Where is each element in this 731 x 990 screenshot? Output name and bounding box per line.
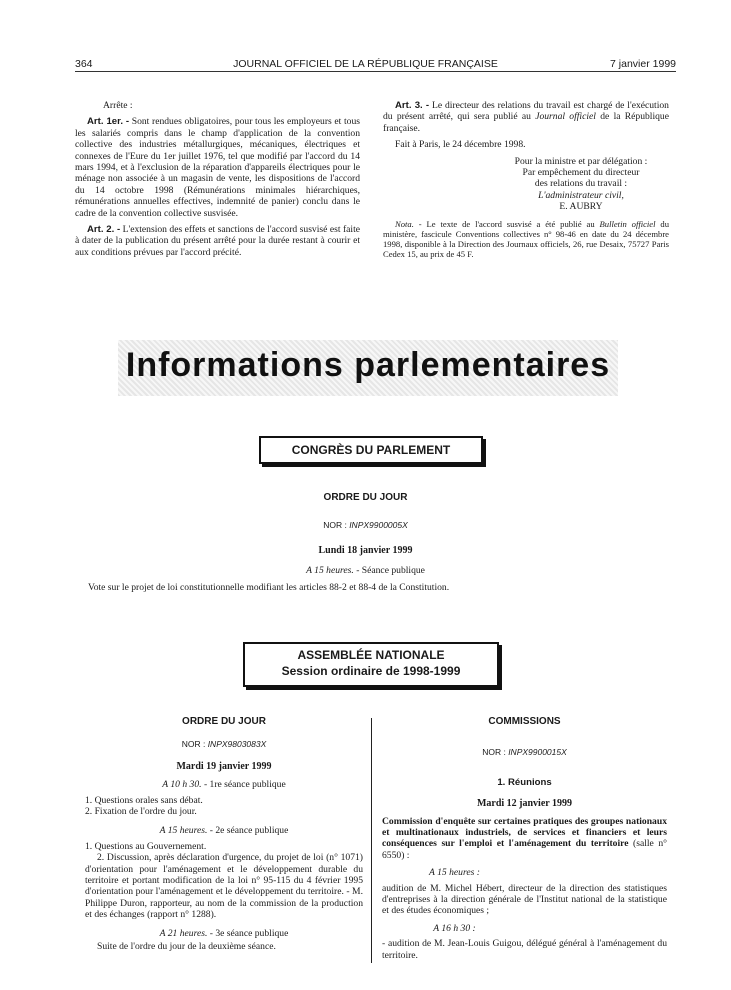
congres-seance bbox=[0, 565, 731, 576]
art2-text: L'extension des effets et sanctions de l'accord susvisé est faite à dater de la publication du présent arrêté pour la durée restant à courir et aux conditions prévues par l'accord précité. bbox=[75, 224, 360, 258]
decree-left-column bbox=[75, 100, 360, 263]
t1-text: audition de M. Michel Hébert, directeur de la direction des statistiques d'entreprises à la direction générale de l'Institut national de la statistique et des études économiques ; bbox=[382, 882, 667, 917]
article-3 bbox=[383, 100, 669, 134]
s3-text: - 3e séance publique bbox=[209, 927, 289, 939]
signature-line-3: des relations du travail : bbox=[534, 178, 628, 190]
s3-time: A 21 heures. bbox=[159, 927, 208, 939]
congres-frame: CONGRÈS DU PARLEMENT bbox=[259, 436, 483, 464]
page-number: 364 bbox=[75, 58, 93, 70]
congres-vote: Vote sur le projet de loi constitutionnelle modifiant les articles 88-2 et 88-4 de la Constitution. bbox=[88, 582, 450, 593]
left-date: Mardi 19 janvier 1999 bbox=[176, 760, 272, 772]
commissions-title: COMMISSIONS bbox=[488, 716, 561, 727]
decree-right-column bbox=[383, 100, 669, 264]
nota-label: Nota. - bbox=[395, 218, 422, 229]
s2-heading bbox=[85, 825, 363, 836]
t2-text: - audition de M. Jean-Louis Guigou, délégué général à l'aménagement du territoire. bbox=[382, 938, 667, 961]
nota-bulletin: Bulletin officiel bbox=[599, 218, 656, 229]
right-nor-code: INPX9900015X bbox=[508, 747, 567, 758]
left-ordre-title: ORDRE DU JOUR bbox=[182, 716, 266, 727]
banner-title: Informations parlementaires bbox=[125, 346, 611, 384]
art2-label: Art. 2. - bbox=[87, 224, 121, 236]
column-divider bbox=[371, 718, 372, 963]
assemblee-frame bbox=[243, 642, 499, 687]
assemblee-right-column bbox=[382, 716, 667, 961]
s3-item: Suite de l'ordre du jour de la deuxième séance. bbox=[97, 941, 276, 953]
congres-seance-time: A 15 heures. bbox=[306, 565, 354, 576]
s1-item-1: 1. Questions orales sans débat. bbox=[85, 794, 203, 806]
s2-time: A 15 heures. bbox=[159, 825, 208, 837]
right-nor bbox=[382, 747, 667, 758]
commission-name: Commission d'enquête sur certaines pratiques des groupes nationaux et multinationaux industriels, de services et financiers et leurs conséquences sur l'emploi et l'aménagement du territoire bbox=[382, 815, 667, 850]
nota-text-1: Le texte de l'accord susvisé a été publié au bbox=[426, 218, 595, 229]
congres-nor-label: NOR : bbox=[323, 520, 347, 530]
s2-item-2: 2. Discussion, après déclaration d'urgence, du projet de loi (n° 1071) d'orientation pour l'aménagement et le développement durable du territoire et portant modification de la loi n° 95-115 du 4 février 1995 d'orientation pour l'aménagement et le développement du territoire. - M. Philippe Duron, rapporteur, au nom de la commission de la production et des échanges (rapport n° 1288). bbox=[85, 852, 363, 921]
art3-text-1: Le directeur des relations du travail est chargé de l'exécution du présent arrêté, qui sera publié au bbox=[383, 100, 669, 123]
header-date: 7 janvier 1999 bbox=[610, 58, 676, 70]
art3-label: Art. 3. - bbox=[395, 100, 430, 111]
commission-salle: (salle n° 6550) : bbox=[382, 838, 667, 861]
assemblee-session: Session ordinaire de 1998-1999 bbox=[281, 664, 461, 678]
left-nor bbox=[85, 739, 363, 750]
article-1 bbox=[75, 116, 360, 219]
t2-time: A 16 h 30 : bbox=[433, 922, 476, 934]
right-date: Mardi 12 janvier 1999 bbox=[476, 798, 573, 810]
art3-text-2: de la République française. bbox=[383, 111, 669, 134]
signature-line-2: Par empêchement du directeur bbox=[522, 167, 640, 179]
journal-title: JOURNAL OFFICIEL DE LA RÉPUBLIQUE FRANÇAISE bbox=[233, 58, 498, 70]
header-rule bbox=[75, 71, 676, 72]
art1-label: Art. 1er. - bbox=[87, 116, 130, 128]
congres-seance-text: - Séance publique bbox=[356, 565, 425, 576]
reunions-section: 1. Réunions bbox=[497, 776, 552, 788]
art3-journal: Journal officiel bbox=[535, 111, 596, 123]
congres-nor-code: INPX9900005X bbox=[349, 520, 408, 530]
s3-heading bbox=[85, 928, 363, 939]
signature-block bbox=[493, 156, 669, 213]
nota-text-2: du ministère, fascicule Conventions collectives n° 98-46 en date du 24 décembre 1998, disponible à la Direction des Journaux officiels, 26, rue Desaix, 75727 Paris Cedex 15, au prix de 45 F. bbox=[383, 218, 670, 260]
nota bbox=[383, 219, 669, 260]
fait-line: Fait à Paris, le 24 décembre 1998. bbox=[395, 139, 526, 151]
s1-heading bbox=[85, 779, 363, 790]
signature-name: E. AUBRY bbox=[559, 201, 603, 213]
art1-text: Sont rendues obligatoires, pour tous les employeurs et tous les salariés compris dans le champ d'application de la convention collective des industries métallurgiques, mécaniques, électriques et connexes de l'Eure du 1er juillet 1976, tel que modifié par l'accord du 14 mars 1994, et à l'exclusion de la réparation d'appareils électriques pour le ménage non associée à un magasin de vente, les dispositions de l'accord du 14 octobre 1998 (Rémunérations minimales hiérarchiques, rémunérations annuelles effectives, indemnité de panier) conclu dans le cadre de la convention collective susvisée. bbox=[75, 116, 360, 219]
s2-item-1: 1. Questions au Gouvernement. bbox=[85, 840, 207, 852]
t1-time: A 15 heures : bbox=[429, 867, 480, 879]
article-2 bbox=[75, 224, 360, 258]
arrete-line: Arrête : bbox=[103, 100, 133, 111]
s1-item-2: 2. Fixation de l'ordre du jour. bbox=[85, 806, 197, 818]
assemblee-title: ASSEMBLÉE NATIONALE bbox=[297, 648, 445, 662]
congres-ordre-title: ORDRE DU JOUR bbox=[323, 492, 408, 503]
right-nor-label: NOR : bbox=[482, 747, 506, 758]
s2-text: - 2e séance publique bbox=[209, 825, 289, 837]
s1-time: A 10 h 30. bbox=[162, 779, 202, 791]
commission-paragraph bbox=[382, 816, 667, 862]
left-nor-label: NOR : bbox=[181, 739, 206, 750]
signature-line-1: Pour la ministre et par délégation : bbox=[514, 155, 648, 167]
congres-nor bbox=[0, 520, 731, 530]
assemblee-left-column bbox=[85, 716, 363, 953]
signature-line-4: L'administrateur civil, bbox=[538, 189, 624, 201]
left-nor-code: INPX9803083X bbox=[207, 739, 267, 750]
congres-date: Lundi 18 janvier 1999 bbox=[318, 545, 413, 556]
s1-text: - 1re séance publique bbox=[203, 779, 286, 791]
